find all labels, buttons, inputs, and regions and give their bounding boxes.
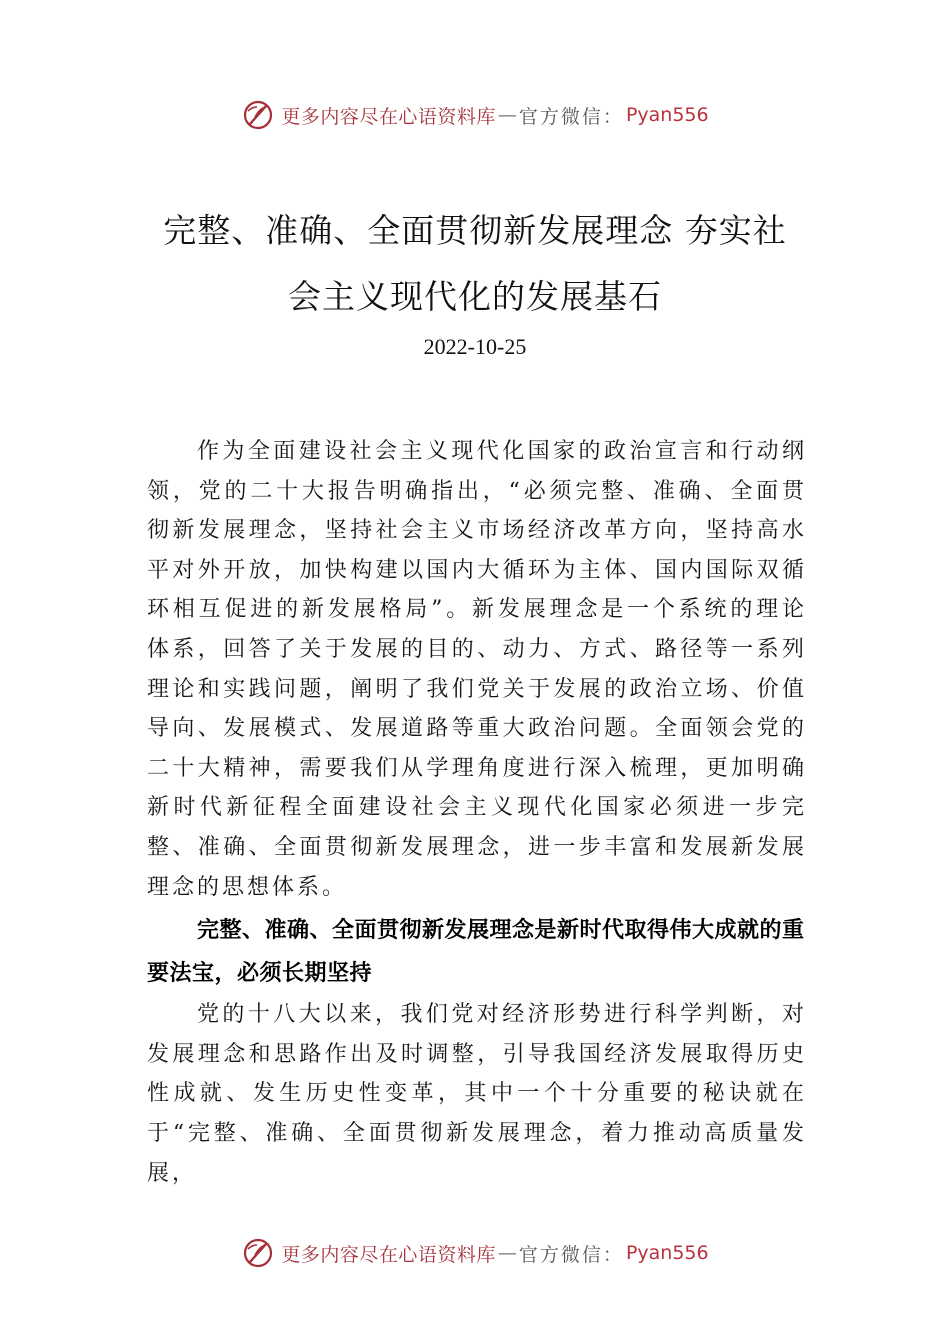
quill-pen-logo-icon (241, 98, 275, 132)
watermark-separator: — (497, 1242, 517, 1264)
watermark-header (0, 95, 950, 135)
quill-pen-logo-icon (241, 1236, 275, 1270)
watermark-wechat-label: 官方微信： (518, 1243, 624, 1266)
document-date: 2022-10-25 (423, 334, 527, 359)
watermark-wechat-label: 官方微信： (518, 105, 624, 128)
body-paragraph-2: 党的十八大以来，我们党对经济形势进行科学判断，对发展理念和思路作出及时调整，引导我国经济发展取得历史性成就、发生历史性变革，其中一个十分重要的秘诀就在于“完整、准确、全面贯彻新发展理念，着力推动高质量发展， (147, 1002, 807, 1186)
section-heading-1: 完整、准确、全面贯彻新发展理念是新时代取得伟大成就的重要法宝，必须长期坚持 (147, 918, 805, 987)
watermark-wechat-id: Pyan556 (625, 1242, 709, 1264)
watermark-footer (0, 1233, 950, 1273)
title-line-2: 会主义现代化的发展基石 (288, 277, 662, 316)
document-title (120, 198, 830, 330)
watermark-wechat-id: Pyan556 (625, 104, 709, 126)
watermark-separator: — (497, 104, 517, 126)
watermark-site-name: 更多内容尽在心语资料库 (281, 105, 496, 128)
title-line-1: 完整、准确、全面贯彻新发展理念 夯实社 (163, 211, 787, 250)
watermark-site-name: 更多内容尽在心语资料库 (281, 1243, 496, 1266)
document-body (147, 432, 807, 1193)
body-paragraph-1: 作为全面建设社会主义现代化国家的政治宣言和行动纲领，党的二十大报告明确指出，“必须完整、准确、全面贯彻新发展理念，坚持社会主义市场经济改革方向，坚持高水平对外开放，加快构建以国内大循环为主体、国内国际双循环相互促进的新发展格局”。新发展理念是一个系统的理论 体系，回答了关于发展的目的、动力、方式、路径等一系列 理论和实践问题，阐明了我们党关于发展的政治立场、价值导向、发展模式、发展道路等重大政治问题。全面领会党的二十大精神，需要我们从学理角度进行深入梳理，更加明确新时代新征程全面建设社会主义现代化国家必须进一步完 整、准确、全面贯彻新发展理念，进一步丰富和发展新发展理念的思想体系。 (147, 439, 807, 900)
